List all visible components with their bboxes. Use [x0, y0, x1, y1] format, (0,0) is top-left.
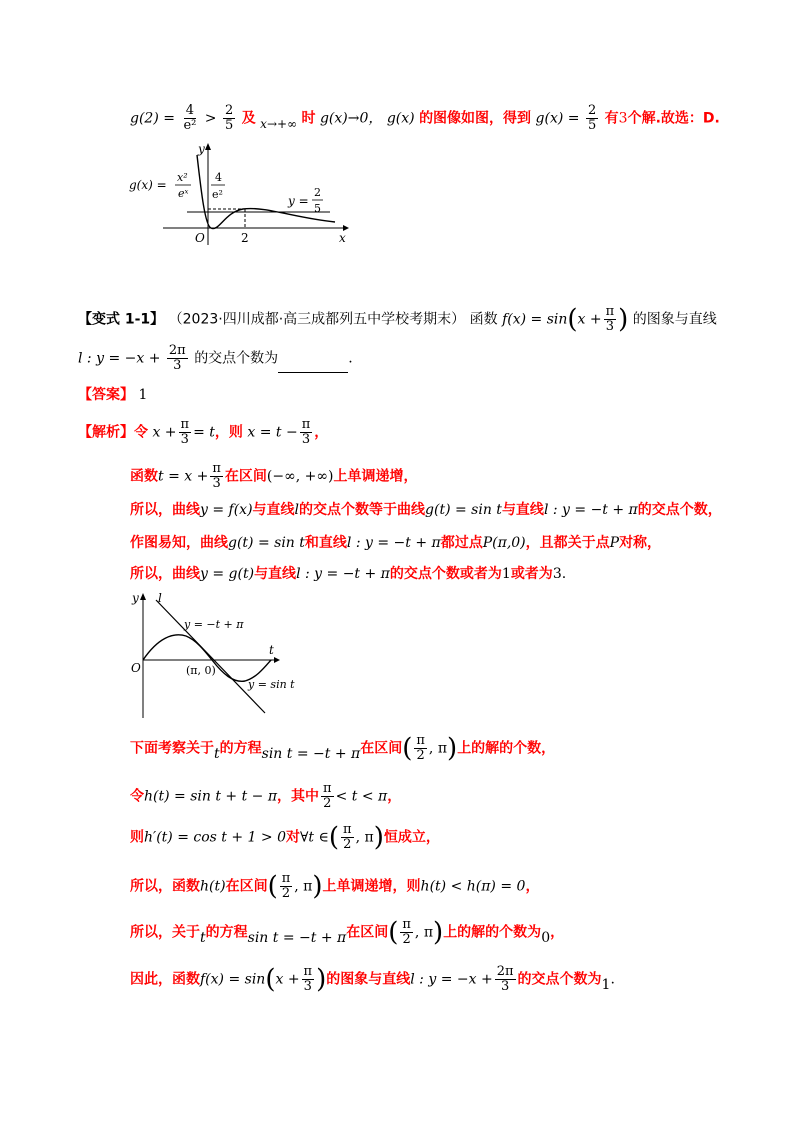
variant-source: （2023·四川成都·高三成都列五中学校考期末）	[168, 311, 466, 328]
fig1-max-num: 4	[215, 171, 222, 184]
fig1-line-num: 2	[314, 186, 321, 199]
figure-sin-graph	[128, 588, 308, 723]
analysis-line-9: 所以，函数h(t)在区间( $\frac{\pi}{2}$ , π)上单调递增，则h(t) < h(π) = 0，	[130, 871, 540, 902]
analysis-tag: 【解析】	[78, 424, 134, 441]
fig1-x-label: x	[339, 231, 346, 245]
fig2-o-label: O	[131, 661, 141, 675]
fig1-line-den: 5	[314, 202, 321, 215]
analysis-line-5: 所以，曲线y = g(t)与直线l : y = −t + π的交点个数或者为1或者为3.	[130, 566, 567, 582]
analysis-line-10: 所以，关于t的方程sin t = −t + π在区间( $\frac{\pi}{2}$ , π)上的解的个数为0，	[130, 917, 565, 948]
fig2-l-label: l	[158, 591, 162, 605]
fig1-max-den: e²	[212, 188, 223, 201]
g2-expr: g(2) =	[130, 110, 175, 127]
fig1-two-label: 2	[241, 231, 249, 245]
answer-value: 1	[138, 387, 148, 403]
fig2-y-label: y	[132, 591, 139, 605]
answer-line	[78, 385, 147, 405]
frac-2-5: $\frac{2}{5}$	[224, 103, 234, 133]
fig1-y-label: y	[198, 142, 205, 156]
analysis-line-2: 函数t = x + $\frac{\pi}{3}$ 在区间(−∞, +∞)上单调递增，	[130, 461, 418, 491]
analysis-line-8: 则h′(t) = cos t + 1 > 0对∀t ∈( $\frac{\pi}{2}$ , π)恒成立，	[130, 822, 440, 853]
answer-tag: 【答案】	[78, 387, 134, 403]
limit-expr: x→+∞	[260, 116, 298, 131]
fig1-func-num: x²	[177, 171, 188, 184]
fig2-t-label: t	[269, 643, 274, 657]
analysis-line-6: 下面考察关于t的方程sin t = −t + π在区间( $\frac{\pi}{2}$ , π)上的解的个数，	[130, 733, 556, 764]
analysis-line-11: 因此，函数f(x) = sin(x + $\frac{\pi}{3}$ )的图象与直线l : y = −x + $\frac{2\pi}{3}$ 的交点个数为1.	[130, 964, 615, 995]
variant-line-1: 【变式 1-1】 （2023·四川成都·高三成都列五中学校考期末） 函数 f(x) = sin(x + $\frac{\pi}{3}$ ) 的图象与直线	[78, 304, 717, 335]
analysis-line-3: 所以，曲线y = f(x)与直线l的交点个数等于曲线g(t) = sin t与直线l : y = −t + π的交点个数，	[130, 502, 722, 518]
fig1-func-den: eˣ	[178, 187, 189, 200]
fig2-x-arrow	[274, 657, 280, 663]
fig1-y-arrow	[205, 143, 211, 150]
analysis-line-7: 令h(t) = sin t + t − π，其中 $\frac{\pi}{2}$ < t < π，	[130, 781, 402, 811]
fig2-line-l	[156, 600, 265, 713]
fig2-y-arrow	[140, 593, 146, 600]
answer-blank	[278, 358, 348, 373]
fig1-line-label: y =	[288, 194, 309, 208]
variant-tag: 【变式 1-1】	[78, 311, 165, 328]
fig1-func-label: g(x) =	[129, 178, 167, 192]
variant-line-2: l : y = −x + $\frac{2\pi}{3}$ 的交点个数为 .	[78, 343, 353, 373]
frac-4-e2: $\frac{4}{\text{e²}}$	[183, 103, 197, 133]
analysis-line-1: 【解析】令 x + $\frac{\pi}{3}$ = t，则 x = t − $\frac{\pi}{3}$ ，	[78, 417, 329, 447]
fig2-line-label: y = −t + π	[184, 618, 244, 631]
figure-g-graph	[125, 140, 355, 250]
frac-2-5-b: $\frac{2}{5}$	[587, 103, 597, 133]
fig2-sin-label: y = sin t	[248, 678, 295, 691]
fig2-point-label: (π, 0)	[186, 664, 216, 677]
analysis-line-4: 作图易知，曲线g(t) = sin t和直线l : y = −t + π都过点P(π,0)，且都关于点P对称，	[130, 535, 662, 551]
fig1-o-label: O	[195, 231, 205, 245]
top-conclusion-line: g(2) = $\frac{4}{\text{e²}}$ > $\frac{2}{5}$ 及 x→+∞ 时 g(x)→0， g(x) 的图像如图，得到 g(x) = $\frac{2}{5}$ 有3个解.故选：D.	[130, 103, 720, 133]
